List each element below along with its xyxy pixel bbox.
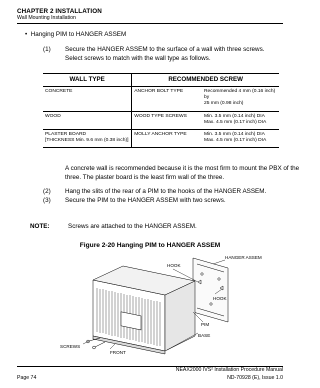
cell-text: Max. 4.5 mm (0.17 inch) DIA: [204, 138, 267, 144]
chapter-title: CHAPTER 2 INSTALLATION: [17, 8, 102, 15]
cell-text: CONCRETE: [45, 89, 73, 94]
bullet-symbol: •: [25, 31, 28, 38]
cell-screw-type: MOLLY ANCHOR TYPE: [132, 130, 202, 148]
figure-title: Figure 2-20 Hanging PIM to HANGER ASSEM: [79, 242, 221, 249]
cell-text: Min. 3.5 mm (0.14 inch) DIA: [204, 113, 265, 119]
table-row: [43, 87, 279, 112]
col-header-recommended-screw: RECOMMENDED SCREW: [132, 74, 279, 87]
footer-page-number: Page 74: [17, 375, 37, 381]
label-screws: SCREWS: [60, 344, 81, 349]
step-text-line: Secure the HANGER ASSEM to the surface of a wall with three screws.: [65, 46, 265, 53]
step-3: [43, 197, 283, 206]
cell-screw-spec: [202, 87, 279, 112]
label-hook-left: HOOK: [167, 263, 181, 268]
cell-screw-type: WOOD TYPE SCREWS: [132, 111, 202, 129]
cell-wall-type: [43, 87, 132, 112]
section-title: Wall Mounting Installation: [17, 15, 76, 21]
step-text-line: Select screws to match with the wall type as follows.: [65, 55, 211, 62]
cell-text: WOOD: [45, 113, 61, 119]
bullet-text: Hanging PIM to HANGER ASSEM: [30, 31, 127, 38]
recommended-screw-table: [43, 73, 279, 148]
cell-text: Recommended 4 mm (0.16 inch) by: [204, 89, 276, 101]
label-hanger-assem: HANGER ASSEM: [225, 255, 262, 260]
cell-wall-type: [43, 111, 132, 129]
col-header-wall-type: WALL TYPE: [43, 74, 132, 87]
step-number: (3): [43, 197, 51, 204]
label-hook-right: HOOK: [213, 296, 227, 301]
step-number: (2): [43, 188, 51, 195]
footer-doc-number: ND-70928 (E), Issue 1.0: [227, 375, 283, 381]
step-text-line: Hang the slits of the rear of a PIM to the hooks of the HANGER ASSEM.: [65, 188, 267, 195]
header-rule: [17, 23, 283, 24]
label-base: BASE: [198, 333, 211, 338]
cell-screw-spec: [202, 111, 279, 129]
table-row: [43, 111, 279, 129]
cell-screw-type: ANCHOR BOLT TYPE: [132, 87, 202, 112]
bullet-heading: [25, 31, 126, 38]
cell-wall-type: [43, 130, 132, 148]
cell-text: Max. 4.5 mm (0.17 inch) DIA: [204, 119, 267, 125]
step-1: [43, 46, 283, 66]
label-pim: PIM: [201, 322, 210, 327]
note-text: Screws are attached to the HANGER ASSEM.: [68, 223, 197, 230]
pim-hanger-illustration: [55, 252, 280, 355]
cell-text: Min. 3.5 mm (0.14 inch) DIA: [204, 132, 265, 138]
step-2: [43, 188, 283, 197]
label-front: FRONT: [110, 350, 126, 355]
step-text-line: Secure the PIM to the HANGER ASSEM with two screws.: [65, 197, 226, 204]
note-label: NOTE:: [30, 223, 50, 230]
cell-screw-spec: [202, 130, 279, 148]
cell-text: [THICKNESS Min. 9.6 mm (0.38 inch)]: [45, 138, 129, 144]
cell-text: 25 mm (0.98 inch): [204, 101, 244, 107]
cell-text: PLASTER BOARD: [45, 132, 87, 138]
body-paragraph-line: A concrete wall is recommended because it is the most firm to mount the PBX of the: [65, 165, 300, 172]
footer-manual-title: NEAX2000 IVS² Installation Procedure Manual: [175, 367, 283, 373]
step-number: (1): [43, 46, 51, 53]
table-header-row: [43, 74, 279, 87]
body-paragraph-line: three. The plaster board is the least firm wall of the three.: [65, 174, 225, 181]
table-row: [43, 130, 279, 148]
